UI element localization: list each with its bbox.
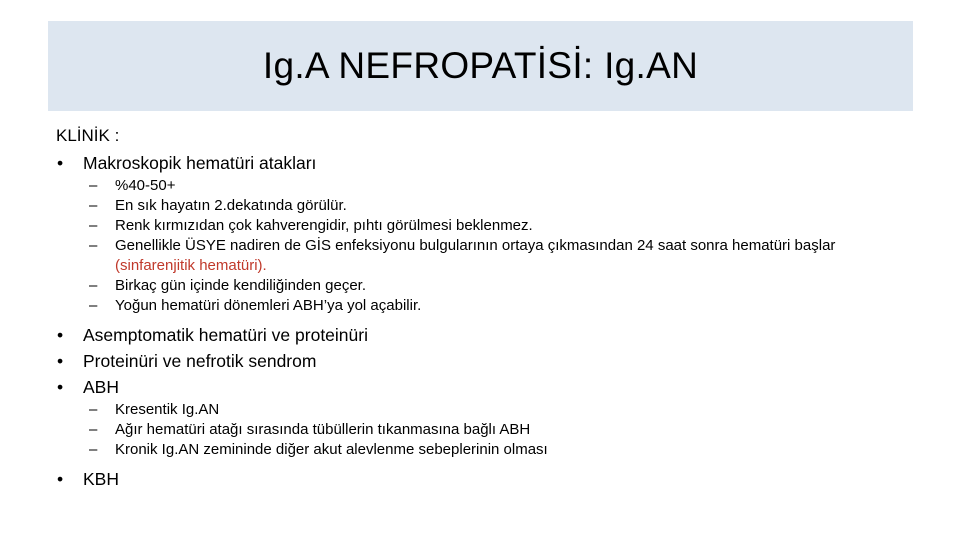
dash-icon: – [89, 421, 98, 438]
slide-content [56, 126, 916, 492]
section-heading: KLİNİK : [56, 126, 120, 145]
sub-list-item [56, 216, 916, 236]
sub-item-text: Genellikle ÜSYE nadiren de GİS enfeksiyonu bulgularının ortaya çıkmasından 24 saat sonra hematüri başlar [115, 237, 836, 254]
bullet-icon: • [57, 351, 64, 371]
list-item [56, 150, 916, 176]
bullet-list [56, 322, 916, 400]
list-item-label: Proteinüri ve nefrotik sendrom [83, 351, 317, 371]
bullet-icon: • [57, 325, 64, 345]
dash-icon: – [89, 297, 98, 314]
dash-icon: – [89, 401, 98, 418]
sub-list-item [56, 440, 916, 460]
slide-title: Ig.A NEFROPATİSİ: Ig.AN [262, 45, 699, 86]
dash-icon: – [89, 177, 98, 194]
sub-list-item [56, 276, 916, 296]
sub-list [56, 400, 916, 460]
sub-list-item [56, 420, 916, 440]
sub-item-text: Renk kırmızıdan çok kahverengidir, pıhtı görülmesi beklenmez. [115, 217, 533, 234]
list-item [56, 374, 916, 400]
sub-item-highlight: (sinfarenjitik hematüri). [115, 257, 267, 274]
sub-list-item [56, 296, 916, 316]
dash-icon: – [89, 217, 98, 234]
sub-item-text: Birkaç gün içinde kendiliğinden geçer. [115, 277, 366, 294]
sub-item-text: En sık hayatın 2.dekatında görülür. [115, 197, 347, 214]
bullet-list [56, 466, 916, 492]
sub-list-item [56, 176, 916, 196]
dash-icon: – [89, 277, 98, 294]
dash-icon: – [89, 237, 98, 254]
sub-list-item [56, 400, 916, 420]
bullet-icon: • [57, 153, 64, 173]
sub-list-item [56, 196, 916, 216]
sub-item-text: Kresentik Ig.AN [115, 401, 220, 418]
bullet-list [56, 150, 916, 176]
sub-item-text: Kronik Ig.AN zemininde diğer akut alevlenme sebeplerinin olması [115, 441, 548, 458]
sub-item-text: Yoğun hematüri dönemleri ABH’ya yol açabilir. [115, 297, 422, 314]
list-item [56, 466, 916, 492]
list-item [56, 322, 916, 348]
list-item-label: ABH [83, 377, 119, 397]
title-band [48, 21, 913, 111]
list-item-label: KBH [83, 469, 119, 489]
list-item-label: Makroskopik hematüri atakları [83, 153, 317, 173]
bullet-icon: • [57, 469, 64, 489]
sub-list [56, 176, 916, 316]
sub-list-item [56, 236, 916, 276]
sub-item-text: %40-50+ [115, 177, 176, 194]
list-item-label: Asemptomatik hematüri ve proteinüri [83, 325, 368, 345]
sub-item-text: Ağır hematüri atağı sırasında tübüllerin tıkanmasına bağlı ABH [115, 421, 531, 438]
dash-icon: – [89, 441, 98, 458]
bullet-icon: • [57, 377, 64, 397]
list-item [56, 348, 916, 374]
dash-icon: – [89, 197, 98, 214]
